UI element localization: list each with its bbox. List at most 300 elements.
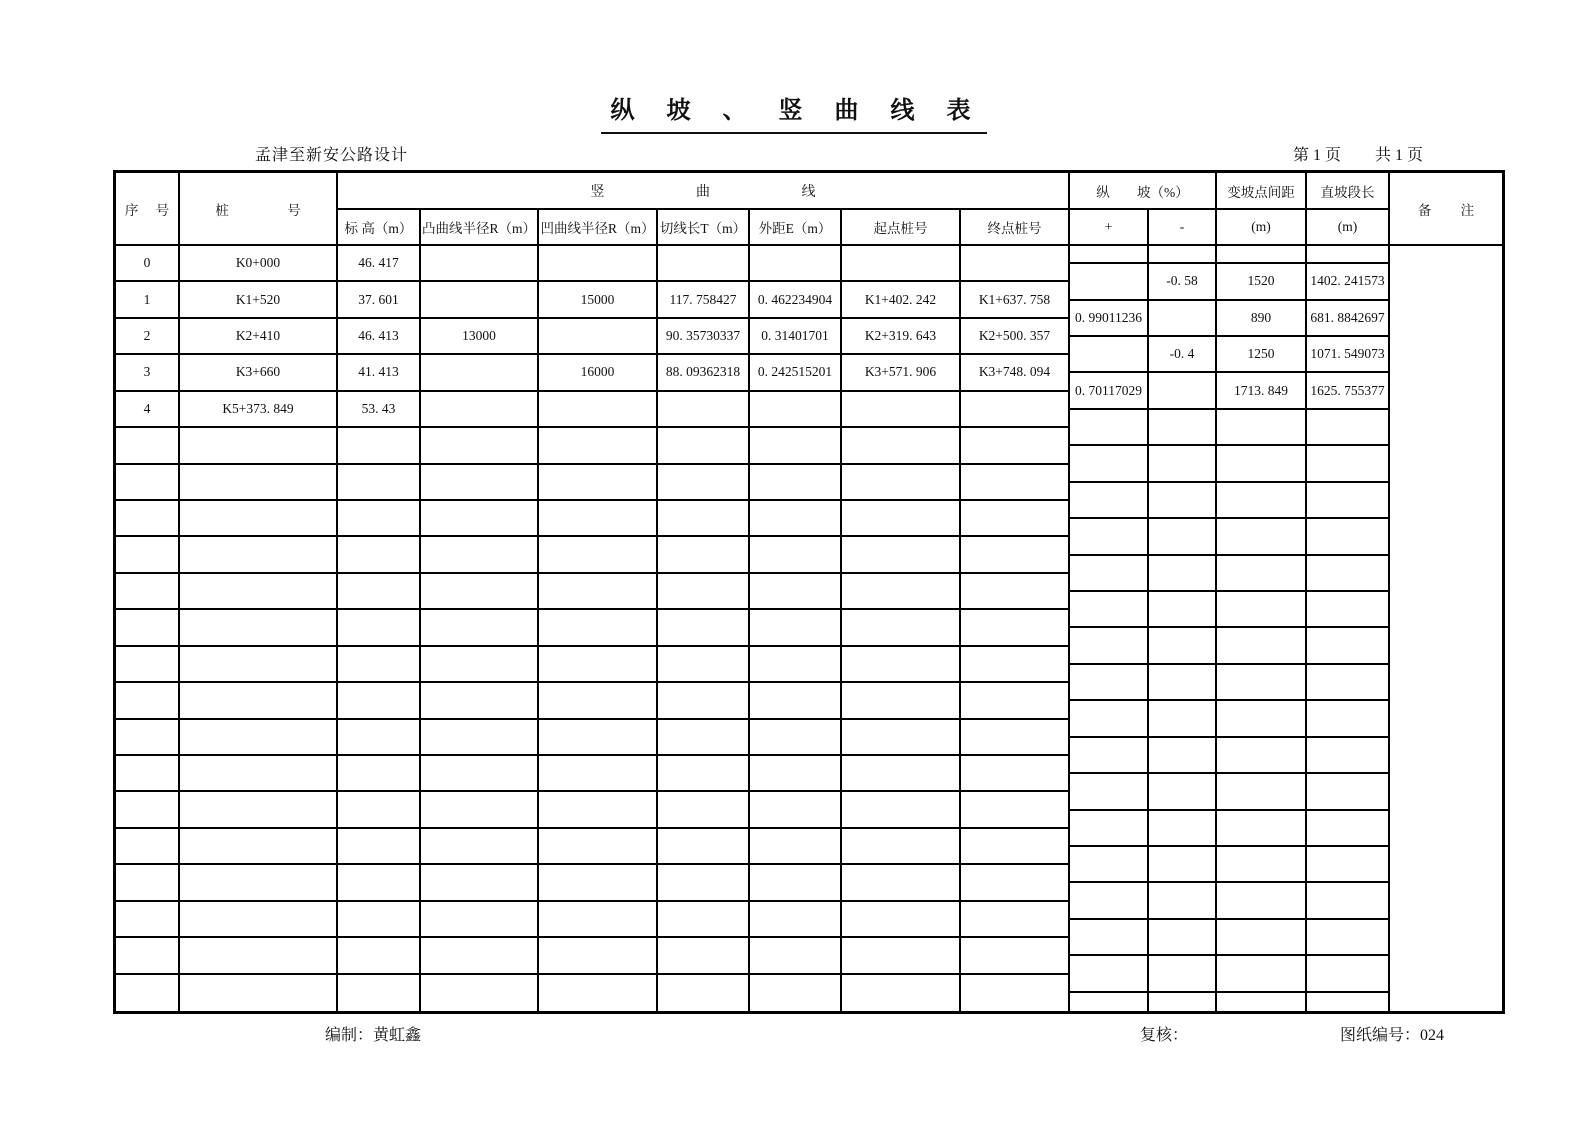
slope-table-cell: 1713. 849	[1217, 373, 1307, 409]
curve-table-cell	[421, 792, 539, 828]
slope-table-cell	[1149, 883, 1217, 919]
longitudinal-slope-section	[1070, 173, 1390, 1011]
footer-drawing-no: 图纸编号：024	[1340, 1027, 1445, 1044]
curve-table-cell: 53. 43	[338, 392, 421, 428]
main-table-header	[116, 173, 1070, 246]
curve-table-cell	[421, 428, 539, 464]
curve-table-cell	[338, 938, 421, 974]
curve-table-cell	[842, 683, 961, 719]
curve-table-cell	[539, 610, 658, 646]
curve-table-cell	[116, 756, 180, 792]
curve-table-cell	[658, 647, 750, 683]
curve-table-cell: 0. 242515201	[750, 355, 842, 391]
curve-table-cell	[180, 902, 338, 938]
curve-table-cell	[421, 246, 539, 282]
slope-table-cell: 1071. 549073	[1307, 337, 1390, 373]
curve-table-cell	[842, 574, 961, 610]
curve-table-cell	[338, 792, 421, 828]
curve-table-cell	[421, 282, 539, 318]
slope-table-cell	[1149, 410, 1217, 446]
slope-table-cell	[1217, 410, 1307, 446]
curve-table-cell	[750, 829, 842, 865]
curve-table-cell	[539, 829, 658, 865]
curve-table-cell	[180, 574, 338, 610]
curve-table-cell	[338, 683, 421, 719]
curve-table-cell	[961, 938, 1070, 974]
curve-table-cell	[180, 683, 338, 719]
slope-table-cell: 1520	[1217, 264, 1307, 300]
header-seq: 序 号	[116, 173, 180, 246]
page-total: 共 1 页	[1375, 147, 1424, 164]
curve-table-cell	[539, 756, 658, 792]
curve-table-cell	[539, 902, 658, 938]
curve-table-cell	[961, 465, 1070, 501]
slope-table-cell	[1149, 774, 1217, 810]
curve-table-cell	[421, 574, 539, 610]
curve-table-cell	[750, 246, 842, 282]
slope-table-cell	[1307, 556, 1390, 592]
slope-table-cell	[1217, 556, 1307, 592]
curve-table-cell	[842, 392, 961, 428]
curve-table-cell	[658, 902, 750, 938]
slope-table-cell	[1070, 811, 1149, 847]
curve-table-cell	[180, 756, 338, 792]
slope-table-cell	[1217, 774, 1307, 810]
curve-table-cell	[421, 392, 539, 428]
title-row	[0, 90, 1587, 134]
slope-table-cell	[1149, 301, 1217, 337]
slope-table-cell	[1070, 665, 1149, 701]
curve-table-cell	[421, 465, 539, 501]
curve-table-cell	[658, 392, 750, 428]
slope-table-cell	[1149, 592, 1217, 628]
curve-table-cell	[961, 392, 1070, 428]
slope-table-cell	[1217, 592, 1307, 628]
curve-table-cell	[539, 428, 658, 464]
curve-table-cell	[421, 355, 539, 391]
curve-table-cell	[421, 938, 539, 974]
curve-table-cell	[842, 829, 961, 865]
slope-table-cell	[1217, 665, 1307, 701]
curve-table-cell	[180, 501, 338, 537]
curve-table-cell	[658, 720, 750, 756]
slope-table-cell: 1625. 755377	[1307, 373, 1390, 409]
curve-table-cell	[539, 465, 658, 501]
curve-table-cell: K2+500. 357	[961, 319, 1070, 355]
slope-table-cell	[1149, 847, 1217, 883]
slope-table-cell	[1070, 446, 1149, 482]
curve-table-cell	[338, 501, 421, 537]
slope-table-cell	[1307, 883, 1390, 919]
curve-table-cell	[750, 938, 842, 974]
curve-table-cell	[842, 537, 961, 573]
header-length-unit: (m)	[1307, 210, 1390, 246]
slope-table-cell	[1217, 483, 1307, 519]
curve-table-cell	[116, 647, 180, 683]
header-slope-minus: -	[1149, 210, 1217, 246]
curve-table-cell: K3+660	[180, 355, 338, 391]
curve-table-cell	[961, 574, 1070, 610]
curve-table-cell: 41. 413	[338, 355, 421, 391]
slope-table-cell	[1217, 811, 1307, 847]
curve-table-cell	[338, 647, 421, 683]
slope-table-cell	[1149, 993, 1217, 1011]
curve-table-cell	[961, 829, 1070, 865]
slope-table-cell	[1217, 701, 1307, 737]
curve-table-cell: 37. 601	[338, 282, 421, 318]
curve-table-cell	[338, 610, 421, 646]
curve-table-cell	[421, 756, 539, 792]
curve-table-cell	[961, 647, 1070, 683]
curve-table-cell	[338, 574, 421, 610]
curve-table-cell	[658, 792, 750, 828]
curve-table-cell	[961, 902, 1070, 938]
slope-table-cell	[1217, 847, 1307, 883]
footer-reviewer: 复核：	[1140, 1027, 1189, 1044]
curve-table-cell	[180, 865, 338, 901]
slope-table-cell	[1070, 701, 1149, 737]
project-name: 孟津至新安公路设计	[255, 147, 409, 164]
curve-table-cell	[750, 574, 842, 610]
curve-table-cell	[338, 865, 421, 901]
slope-table-cell	[1217, 246, 1307, 264]
slope-table-cell: 0. 70117029	[1070, 373, 1149, 409]
header-slope-group: 纵 坡（%）	[1070, 173, 1217, 210]
slope-table-cell	[1070, 993, 1149, 1011]
curve-table-cell	[750, 792, 842, 828]
slope-table-cell	[1307, 519, 1390, 555]
slope-table-cell: 0. 99011236	[1070, 301, 1149, 337]
slope-table-cell	[1149, 665, 1217, 701]
curve-table-cell	[750, 465, 842, 501]
slope-table-cell	[1217, 738, 1307, 774]
curve-table-cell	[539, 574, 658, 610]
slope-table-cell	[1307, 483, 1390, 519]
curve-table-cell	[539, 319, 658, 355]
curve-table-cell	[116, 683, 180, 719]
main-table-body	[116, 246, 1070, 1011]
curve-table-cell: 16000	[539, 355, 658, 391]
slope-table-cell	[1070, 628, 1149, 664]
curve-table-cell: 0. 31401701	[750, 319, 842, 355]
slope-table-cell	[1307, 956, 1390, 992]
slope-table-cell	[1307, 446, 1390, 482]
curve-table-cell	[842, 610, 961, 646]
header-vertical-curve: 竖 曲 线	[338, 173, 1070, 210]
header-slope-plus: +	[1070, 210, 1149, 246]
slope-table-cell	[1149, 373, 1217, 409]
slope-table-cell	[1307, 410, 1390, 446]
curve-table-cell: 46. 417	[338, 246, 421, 282]
curve-table-cell	[338, 975, 421, 1011]
curve-table-cell	[116, 720, 180, 756]
curve-table-cell	[842, 792, 961, 828]
curve-table-cell	[842, 720, 961, 756]
slope-table-cell	[1217, 920, 1307, 956]
curve-table-cell	[338, 537, 421, 573]
curve-table-cell	[116, 865, 180, 901]
curve-table-cell	[750, 865, 842, 901]
curve-table-cell	[658, 246, 750, 282]
header-tangent-length: 切线长T（m）	[658, 210, 750, 246]
slope-table-cell	[1307, 847, 1390, 883]
slope-table-header	[1070, 173, 1390, 246]
header-remark: 备 注	[1390, 173, 1502, 246]
curve-table-cell	[116, 902, 180, 938]
slope-table-cell	[1070, 774, 1149, 810]
curve-table-cell	[658, 975, 750, 1011]
curve-table-cell	[750, 683, 842, 719]
curve-table-cell	[658, 465, 750, 501]
curve-table-cell	[658, 938, 750, 974]
curve-table-cell	[421, 610, 539, 646]
curve-table-cell	[961, 792, 1070, 828]
curve-table-cell	[658, 537, 750, 573]
curve-table-cell	[750, 720, 842, 756]
curve-table-cell	[750, 902, 842, 938]
curve-table-cell	[116, 975, 180, 1011]
curve-table-cell	[116, 610, 180, 646]
curve-table-cell: 1	[116, 282, 180, 318]
curve-table-cell	[180, 792, 338, 828]
curve-table-cell	[658, 574, 750, 610]
curve-table-cell	[658, 683, 750, 719]
curve-table-cell: 2	[116, 319, 180, 355]
slope-table-cell	[1070, 410, 1149, 446]
slope-table-cell: -0. 58	[1149, 264, 1217, 300]
curve-table-cell	[842, 647, 961, 683]
header-elevation: 标 高（m）	[338, 210, 421, 246]
curve-table-cell	[961, 610, 1070, 646]
slope-table-cell	[1307, 701, 1390, 737]
curve-table-cell	[539, 246, 658, 282]
curve-table-cell: K0+000	[180, 246, 338, 282]
curve-table-cell	[338, 720, 421, 756]
page-current: 第 1 页	[1293, 147, 1342, 164]
slope-table-cell	[1149, 246, 1217, 264]
curve-table-cell	[961, 501, 1070, 537]
slope-table-cell	[1307, 738, 1390, 774]
curve-table-cell	[750, 428, 842, 464]
curve-table-cell: 3	[116, 355, 180, 391]
curve-table-cell	[658, 865, 750, 901]
header-grade-spacing: 变坡点间距	[1217, 173, 1307, 210]
slope-table-cell	[1070, 246, 1149, 264]
curve-table-cell	[539, 975, 658, 1011]
curve-table-cell	[180, 938, 338, 974]
curve-table-cell: 90. 35730337	[658, 319, 750, 355]
curve-table-cell	[842, 975, 961, 1011]
slope-table-cell	[1070, 483, 1149, 519]
slope-table-cell	[1217, 446, 1307, 482]
curve-table-cell	[338, 902, 421, 938]
header-convex-radius: 凸曲线半径R（m）	[421, 210, 539, 246]
slope-table-cell	[1307, 993, 1390, 1011]
curve-table-cell	[539, 720, 658, 756]
curve-table-cell	[180, 647, 338, 683]
curve-table-cell	[961, 246, 1070, 282]
curve-table-cell	[961, 865, 1070, 901]
slope-table-cell	[1149, 483, 1217, 519]
slope-table-cell	[1307, 592, 1390, 628]
curve-table-cell	[421, 975, 539, 1011]
curve-table-cell	[421, 683, 539, 719]
slope-table-cell	[1307, 246, 1390, 264]
curve-table-cell	[961, 720, 1070, 756]
curve-table-cell	[750, 647, 842, 683]
slope-table-cell	[1070, 883, 1149, 919]
slope-table-cell	[1070, 519, 1149, 555]
curve-table-cell	[116, 574, 180, 610]
curve-table-cell	[658, 756, 750, 792]
footer-compiler: 编制：黄虹鑫	[325, 1027, 422, 1044]
slope-table-cell	[1217, 519, 1307, 555]
slope-table-cell	[1149, 811, 1217, 847]
curve-table-cell	[842, 865, 961, 901]
curve-table-cell	[842, 938, 961, 974]
page-info	[1293, 142, 1423, 165]
slope-table-cell: -0. 4	[1149, 337, 1217, 373]
curve-table-cell	[539, 501, 658, 537]
curve-table-cell: K3+571. 906	[842, 355, 961, 391]
slope-table-cell: 1250	[1217, 337, 1307, 373]
curve-table-cell	[842, 246, 961, 282]
curve-table-cell	[338, 428, 421, 464]
curve-table-cell	[421, 720, 539, 756]
curve-table-cell	[961, 428, 1070, 464]
curve-table-cell: K3+748. 094	[961, 355, 1070, 391]
curve-table-cell	[750, 537, 842, 573]
slope-table-cell	[1217, 883, 1307, 919]
slope-table-cell	[1149, 701, 1217, 737]
curve-table-cell	[961, 537, 1070, 573]
curve-table-cell	[961, 975, 1070, 1011]
curve-table-cell	[180, 537, 338, 573]
slope-table-cell	[1307, 628, 1390, 664]
curve-table-cell: 13000	[421, 319, 539, 355]
slope-table-cell	[1307, 665, 1390, 701]
curve-table-cell	[750, 501, 842, 537]
curve-table-cell	[842, 428, 961, 464]
slope-table-cell	[1070, 337, 1149, 373]
header-external-distance: 外距E（m）	[750, 210, 842, 246]
curve-table-cell	[539, 865, 658, 901]
curve-table-cell: 88. 09362318	[658, 355, 750, 391]
curve-table-cell	[421, 865, 539, 901]
curve-table-cell	[180, 428, 338, 464]
curve-table-cell	[539, 647, 658, 683]
curve-table-cell	[658, 501, 750, 537]
slope-table-cell	[1307, 774, 1390, 810]
curve-table-cell: 4	[116, 392, 180, 428]
curve-table-cell	[421, 647, 539, 683]
slope-table-cell	[1149, 628, 1217, 664]
curve-table-cell	[658, 610, 750, 646]
vertical-curve-section	[116, 173, 1070, 1011]
curve-table-cell	[421, 537, 539, 573]
curve-table-cell	[421, 902, 539, 938]
slope-table-cell	[1070, 556, 1149, 592]
slope-table-cell	[1149, 920, 1217, 956]
curve-table-cell: 0	[116, 246, 180, 282]
slope-table-cell	[1070, 920, 1149, 956]
slope-table-cell: 681. 8842697	[1307, 301, 1390, 337]
curve-table-cell	[180, 975, 338, 1011]
slope-table-cell	[1149, 519, 1217, 555]
curve-table-cell	[338, 465, 421, 501]
curve-table-cell	[421, 829, 539, 865]
curve-table-cell	[750, 975, 842, 1011]
curve-table-cell	[842, 756, 961, 792]
header-straight-length: 直坡段长	[1307, 173, 1390, 210]
curve-table-cell	[658, 428, 750, 464]
curve-table-cell	[116, 938, 180, 974]
curve-table-cell	[539, 792, 658, 828]
slope-table-cell	[1217, 993, 1307, 1011]
curve-table-cell	[116, 428, 180, 464]
curve-table-cell	[842, 902, 961, 938]
slope-table-cell	[1217, 628, 1307, 664]
header-end-station: 终点桩号	[961, 210, 1070, 246]
curve-table-cell	[116, 465, 180, 501]
curve-table-cell: 117. 758427	[658, 282, 750, 318]
slope-table-body	[1070, 246, 1390, 1011]
slope-table-cell	[1307, 811, 1390, 847]
slope-table-cell	[1070, 592, 1149, 628]
header-concave-radius: 凹曲线半径R（m）	[539, 210, 658, 246]
curve-table-cell	[338, 756, 421, 792]
curve-table-cell	[961, 756, 1070, 792]
slope-table-cell	[1149, 738, 1217, 774]
curve-table-cell	[750, 610, 842, 646]
slope-table-cell: 1402. 241573	[1307, 264, 1390, 300]
header-spacing-unit: (m)	[1217, 210, 1307, 246]
slope-curve-table	[113, 170, 1505, 1014]
slope-table-cell	[1149, 956, 1217, 992]
curve-table-cell	[658, 829, 750, 865]
curve-table-cell: K2+319. 643	[842, 319, 961, 355]
page-title: 纵 坡 、 竖 曲 线 表	[601, 90, 987, 134]
curve-table-cell	[750, 392, 842, 428]
curve-table-cell	[961, 683, 1070, 719]
curve-table-cell	[842, 465, 961, 501]
slope-table-cell	[1217, 956, 1307, 992]
curve-table-cell	[116, 829, 180, 865]
curve-table-cell	[539, 938, 658, 974]
slope-table-cell	[1070, 956, 1149, 992]
curve-table-cell	[750, 756, 842, 792]
slope-table-cell	[1070, 738, 1149, 774]
curve-table-cell: K2+410	[180, 319, 338, 355]
curve-table-cell	[116, 537, 180, 573]
curve-table-cell: K1+402. 242	[842, 282, 961, 318]
curve-table-cell	[842, 501, 961, 537]
curve-table-cell	[180, 610, 338, 646]
curve-table-cell	[116, 501, 180, 537]
curve-table-cell	[539, 392, 658, 428]
curve-table-cell	[421, 501, 539, 537]
slope-table-cell	[1149, 446, 1217, 482]
curve-table-cell: 0. 462234904	[750, 282, 842, 318]
curve-table-cell	[180, 465, 338, 501]
curve-table-cell: K1+520	[180, 282, 338, 318]
curve-table-cell: 46. 413	[338, 319, 421, 355]
curve-table-cell	[539, 537, 658, 573]
curve-table-cell	[180, 720, 338, 756]
slope-table-cell	[1070, 264, 1149, 300]
curve-table-cell: K1+637. 758	[961, 282, 1070, 318]
curve-table-cell: 15000	[539, 282, 658, 318]
